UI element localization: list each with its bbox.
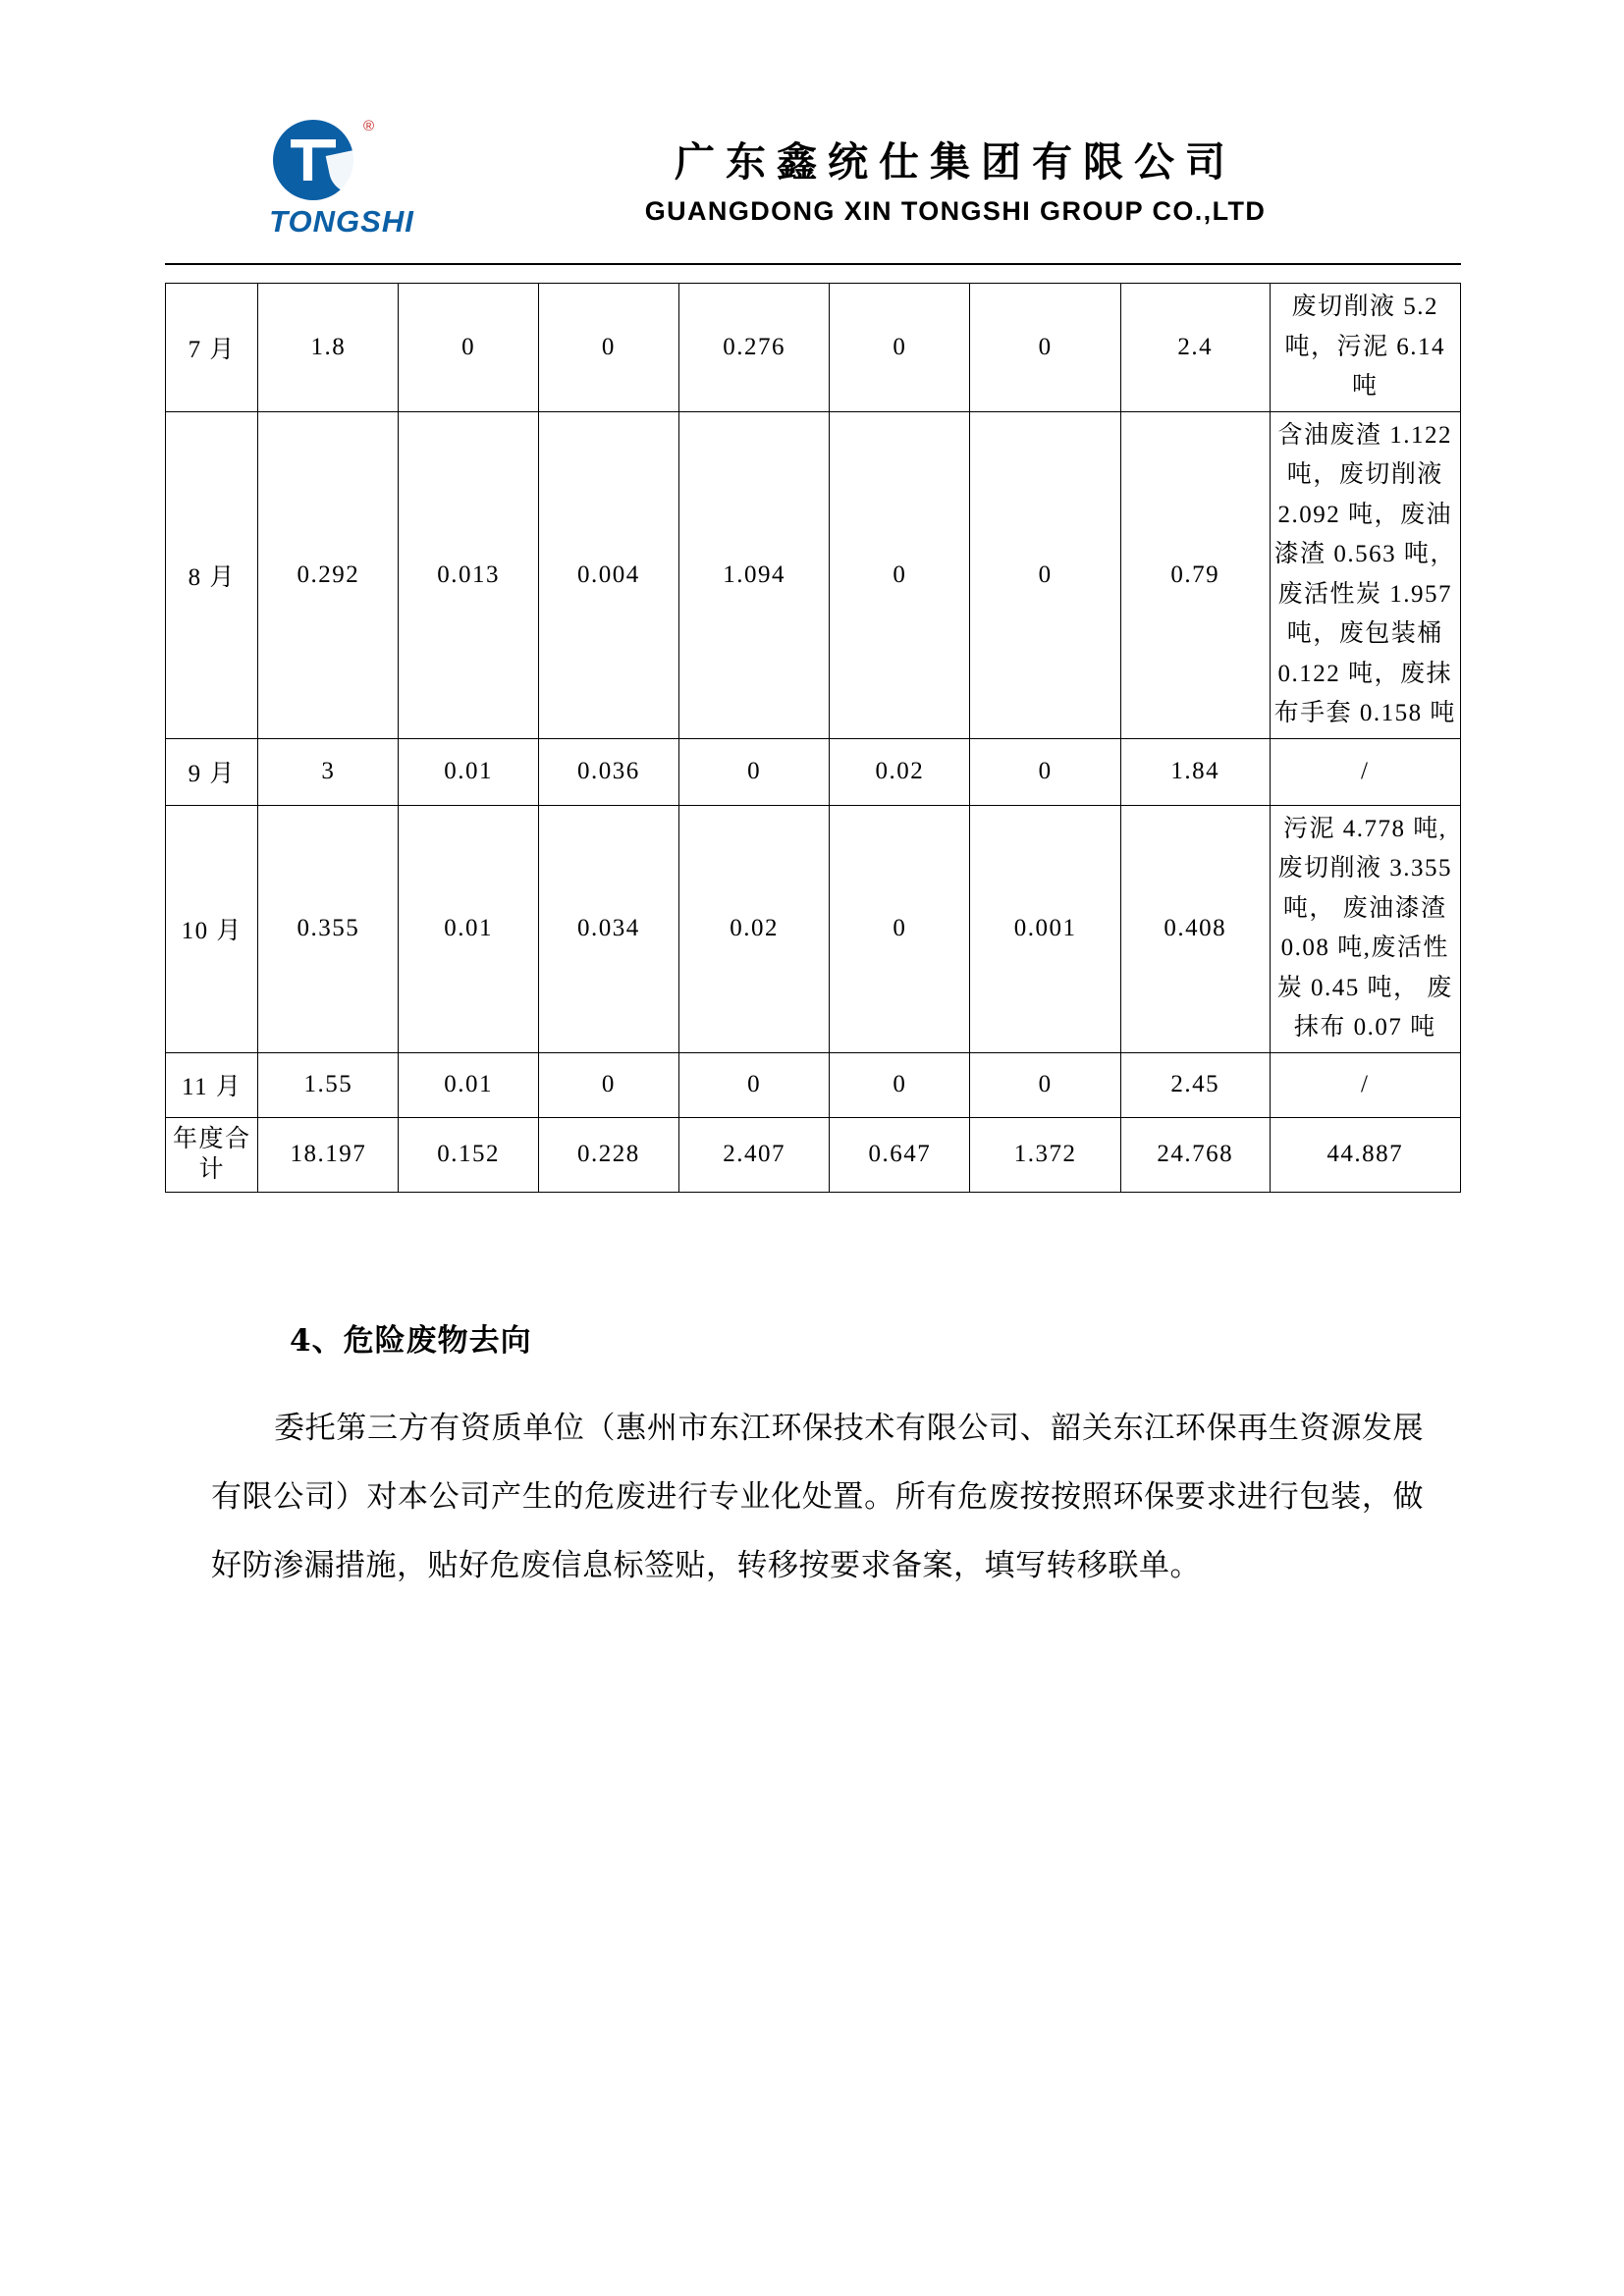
section-paragraph: 委托第三方有资质单位（惠州市东江环保技术有限公司、韶关东江环保再生资源发展有限公司）对本公司产生的危废进行专业化处置。所有危废按按照环保要求进行包装，做好防渗漏措施，贴好危废信息标签贴，转移按要求备案，填写转移联单。: [211, 1411, 1424, 1583]
cell-value: 0.292: [258, 411, 399, 738]
cell-note: 废切削液 5.2 吨，污泥 6.14 吨: [1270, 284, 1460, 412]
company-logo: [244, 118, 440, 245]
cell-value: 0.408: [1121, 805, 1271, 1052]
cell-value: 0.036: [538, 738, 678, 805]
cell-value: 1.372: [970, 1117, 1121, 1192]
cell-value: 2.407: [678, 1117, 830, 1192]
cell-value: 0: [830, 805, 970, 1052]
table-row: [166, 1117, 1461, 1192]
cell-value: 0: [830, 1052, 970, 1117]
cell-note: /: [1270, 738, 1460, 805]
cell-value: 0: [399, 284, 539, 412]
cell-month: 8 月: [166, 411, 258, 738]
cell-note: 44.887: [1270, 1117, 1460, 1192]
cell-value: 1.8: [258, 284, 399, 412]
section-heading: 4、危险废物去向: [290, 1323, 532, 1359]
registered-mark: ®: [363, 118, 375, 134]
cell-value: 1.84: [1121, 738, 1271, 805]
cell-value: 0.01: [399, 805, 539, 1052]
cell-value: 2.45: [1121, 1052, 1271, 1117]
cell-month: 年度合计: [166, 1117, 258, 1192]
cell-value: 0.034: [538, 805, 678, 1052]
cell-value: 0: [538, 1052, 678, 1117]
cell-value: 1.55: [258, 1052, 399, 1117]
cell-value: 18.197: [258, 1117, 399, 1192]
company-name-cn: 广东鑫统仕集团有限公司: [675, 138, 1236, 186]
cell-value: 0.79: [1121, 411, 1271, 738]
cell-value: 0: [830, 411, 970, 738]
hazardous-waste-table-wrapper: [165, 283, 1461, 1193]
table-row: [166, 411, 1461, 738]
table-row: [166, 805, 1461, 1052]
header-divider: [165, 263, 1461, 265]
logo-wordmark: TONGSHI: [269, 204, 414, 239]
cell-value: 0.01: [399, 738, 539, 805]
tongshi-logo-icon: [273, 120, 353, 200]
table-row: [166, 738, 1461, 805]
cell-value: 0.276: [678, 284, 830, 412]
cell-month: 11 月: [166, 1052, 258, 1117]
cell-value: 0: [970, 738, 1121, 805]
cell-month: 10 月: [166, 805, 258, 1052]
cell-month: 7 月: [166, 284, 258, 412]
cell-value: 0: [970, 1052, 1121, 1117]
company-name-en: GUANGDONG XIN TONGSHI GROUP CO.,LTD: [644, 196, 1267, 226]
cell-value: 0: [538, 284, 678, 412]
cell-value: 0.004: [538, 411, 678, 738]
cell-value: 0.001: [970, 805, 1121, 1052]
cell-value: 24.768: [1121, 1117, 1271, 1192]
cell-value: 0.02: [830, 738, 970, 805]
cell-value: 0.647: [830, 1117, 970, 1192]
table-row: [166, 284, 1461, 412]
cell-value: 0: [970, 411, 1121, 738]
cell-value: 0.013: [399, 411, 539, 738]
cell-value: 0.01: [399, 1052, 539, 1117]
cell-value: 0.152: [399, 1117, 539, 1192]
cell-value: 0: [678, 738, 830, 805]
cell-value: 2.4: [1121, 284, 1271, 412]
cell-value: 0.02: [678, 805, 830, 1052]
cell-value: 0: [678, 1052, 830, 1117]
document-header: [165, 118, 1461, 255]
cell-value: 0: [970, 284, 1121, 412]
table-row: [166, 1052, 1461, 1117]
cell-note: 污泥 4.778 吨, 废切削液 3.355 吨， 废油漆渣 0.08 吨,废活性炭 0.45 吨， 废抹布 0.07 吨: [1270, 805, 1460, 1052]
cell-value: 0.228: [538, 1117, 678, 1192]
cell-note: 含油废渣 1.122 吨，废切削液 2.092 吨，废油漆渣 0.563 吨，废活性炭 1.957 吨，废包装桶 0.122 吨，废抹布手套 0.158 吨: [1270, 411, 1460, 738]
cell-month: 9 月: [166, 738, 258, 805]
hazardous-waste-table: [165, 283, 1461, 1193]
cell-value: 0.355: [258, 805, 399, 1052]
logo-swoosh-shape: [326, 143, 396, 202]
cell-value: 0: [830, 284, 970, 412]
cell-value: 3: [258, 738, 399, 805]
cell-value: 1.094: [678, 411, 830, 738]
cell-note: /: [1270, 1052, 1460, 1117]
